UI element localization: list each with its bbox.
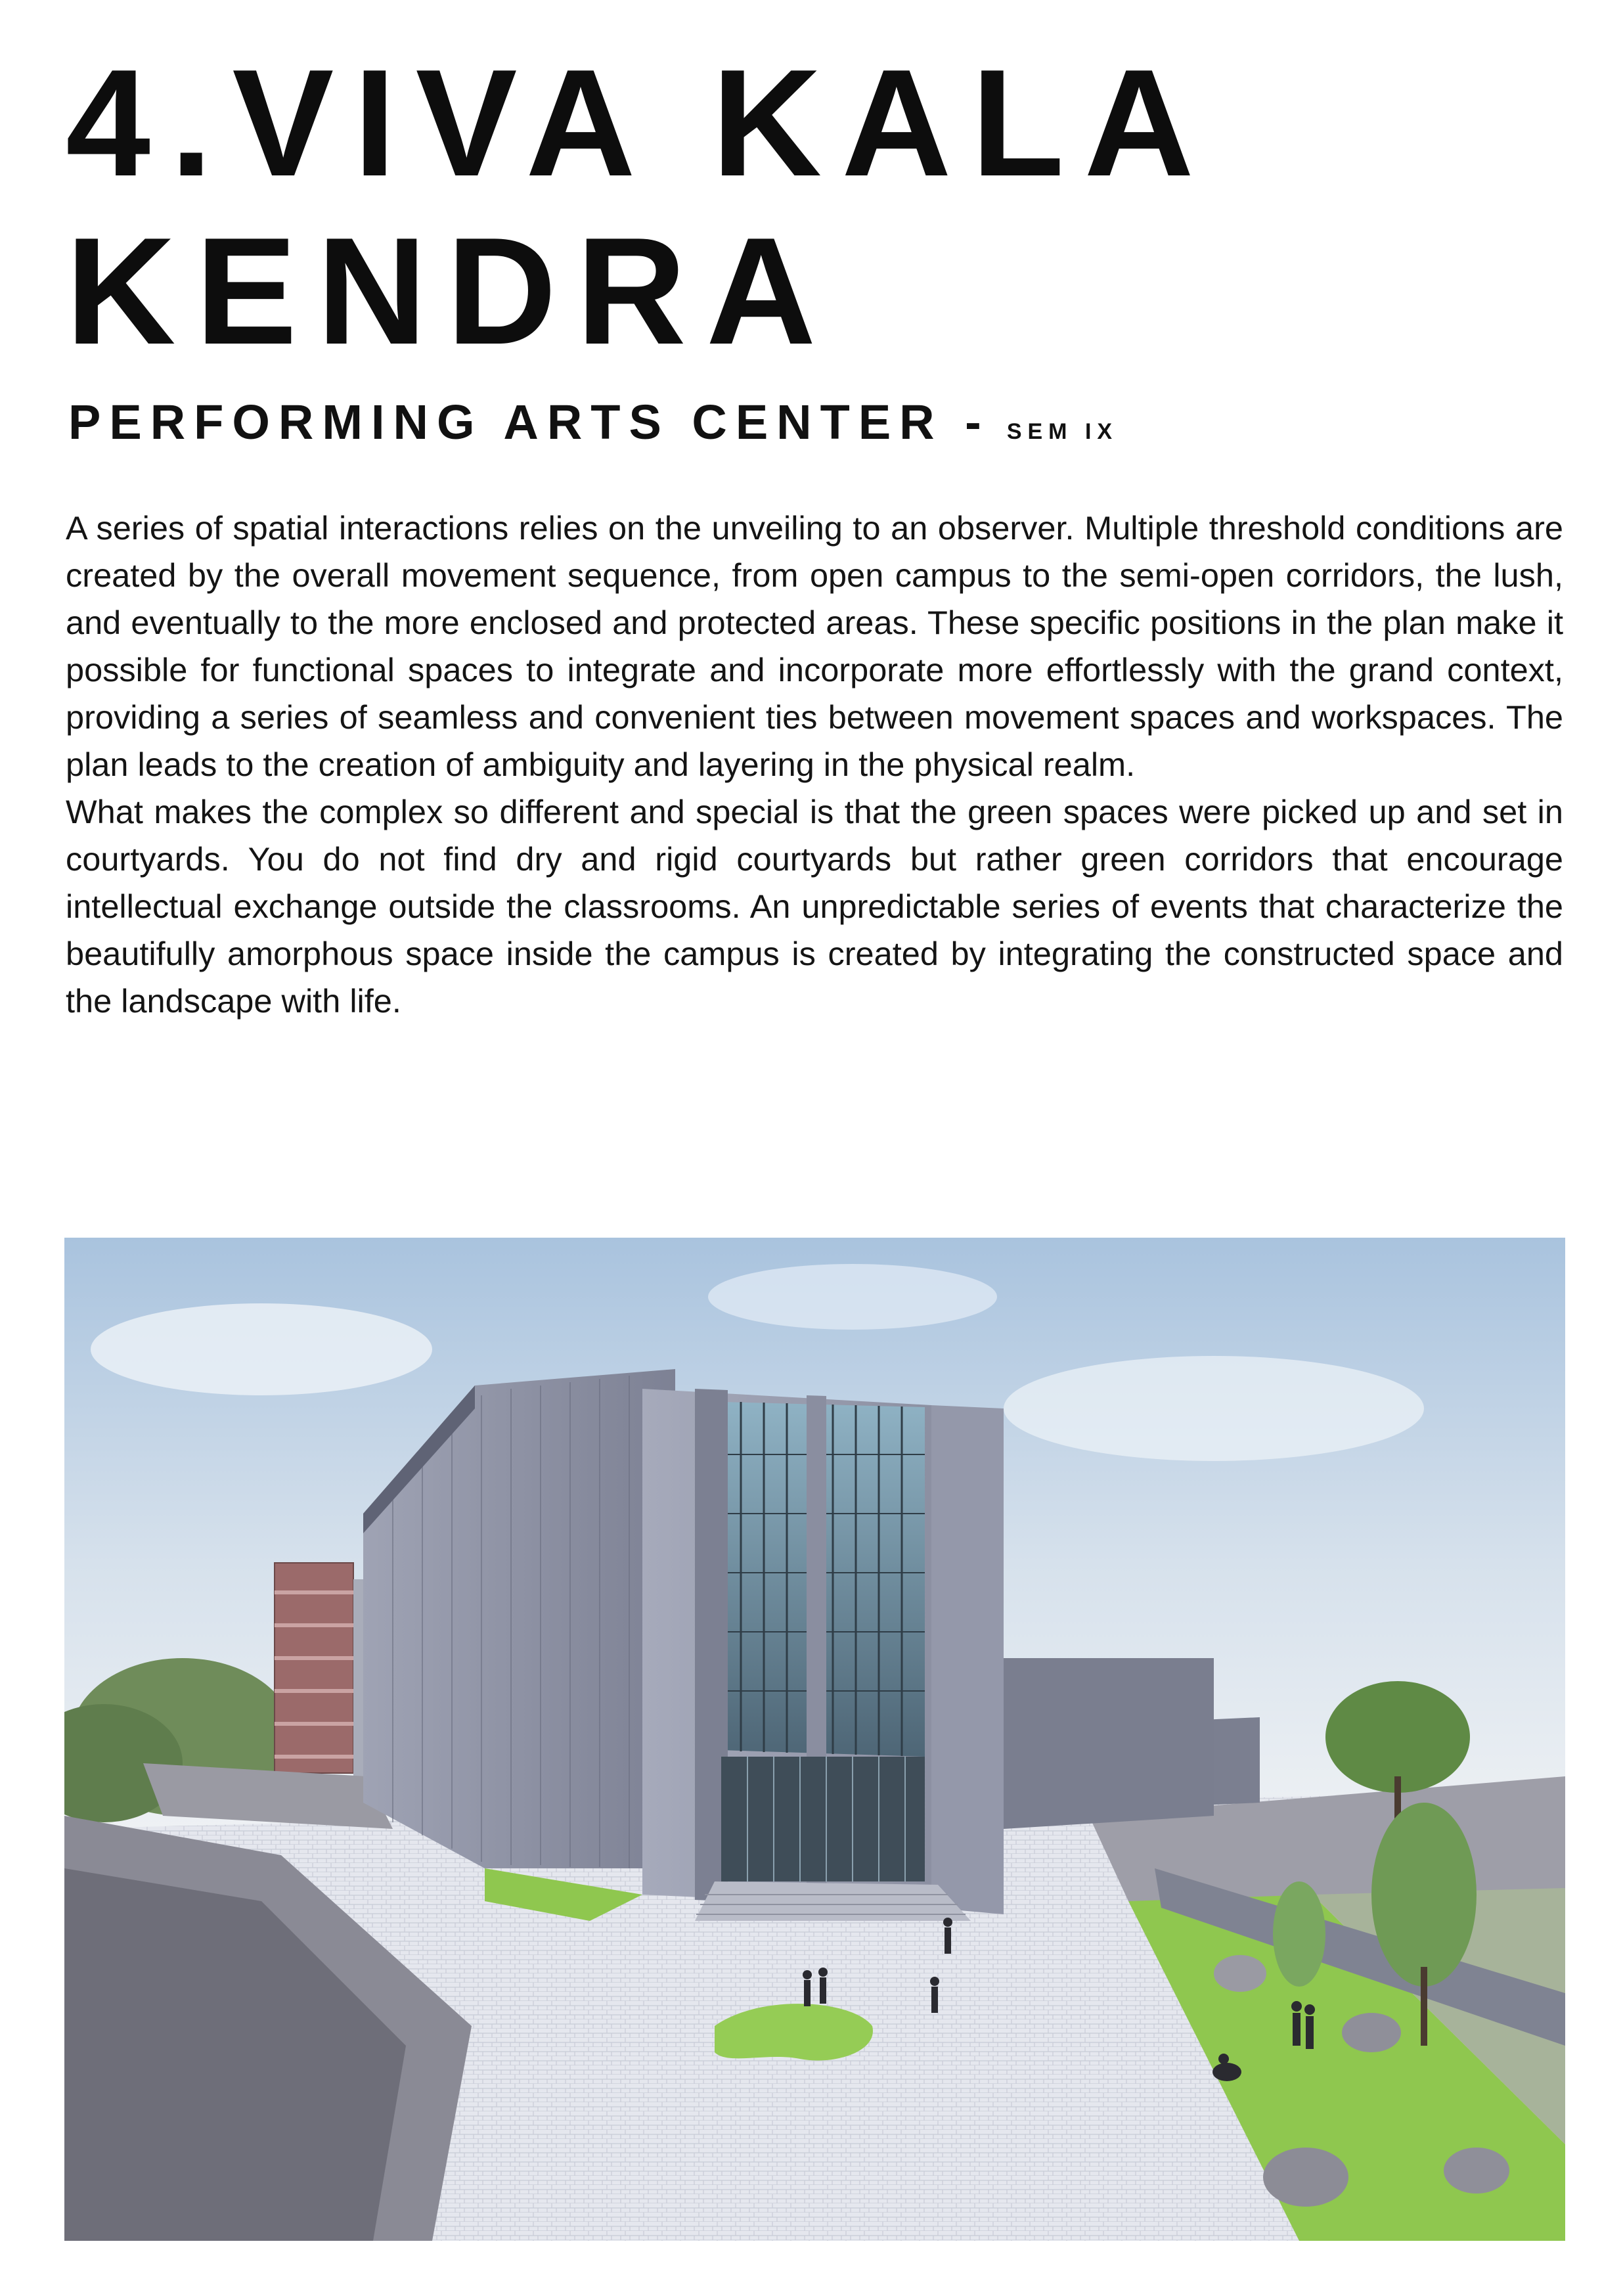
rock bbox=[1214, 1955, 1266, 1992]
cloud bbox=[708, 1264, 997, 1330]
cloud bbox=[1004, 1356, 1424, 1461]
description-paragraph-1: A series of spatial interactions relies on the unveiling to an observer. Multiple threshold conditions are created by the overall movement sequence, from open campus to the semi-open corridors, the lush, and eventually to the more enclosed and protected areas. These specific positions in the plan make it possible for functional spaces to integrate and incorporate more effortlessly with the grand context, providing a series of seamless and convenient ties between movement spaces and workspaces. The plan leads to the creation of ambiguity and layering in the physical realm. bbox=[66, 509, 1563, 783]
rock bbox=[1444, 2148, 1509, 2194]
rock bbox=[1342, 2013, 1401, 2052]
tree bbox=[1371, 1803, 1477, 1987]
architectural-rendering bbox=[64, 1238, 1565, 2241]
page-title bbox=[66, 39, 1511, 376]
project-description bbox=[66, 505, 1563, 1025]
tree bbox=[1325, 1681, 1470, 1793]
cloud bbox=[91, 1303, 432, 1395]
title-line-2: KENDRA bbox=[66, 206, 836, 376]
entrance-glazing bbox=[721, 1757, 925, 1881]
building-right-mass bbox=[931, 1405, 1004, 1914]
semester-tag: SEM IX bbox=[1006, 419, 1119, 444]
project-subtitle bbox=[68, 394, 1118, 450]
subtitle-text: PERFORMING ARTS CENTER - bbox=[68, 395, 990, 449]
title-line-1: 4.VIVA KALA bbox=[66, 38, 1214, 208]
tree bbox=[1273, 1881, 1325, 1987]
rock bbox=[1263, 2148, 1348, 2207]
rendering-illustration bbox=[64, 1238, 1565, 2241]
description-paragraph-2: What makes the complex so different and special is that the green spaces were picked up and set in courtyards. You do not find dry and rigid courtyards but rather green corridors that encourage intellectual exchange outside the classrooms. An unpredictable series of events that characterize the beautifully amorphous space inside the campus is created by integrating the constructed space and the landscape with life. bbox=[66, 793, 1563, 1020]
